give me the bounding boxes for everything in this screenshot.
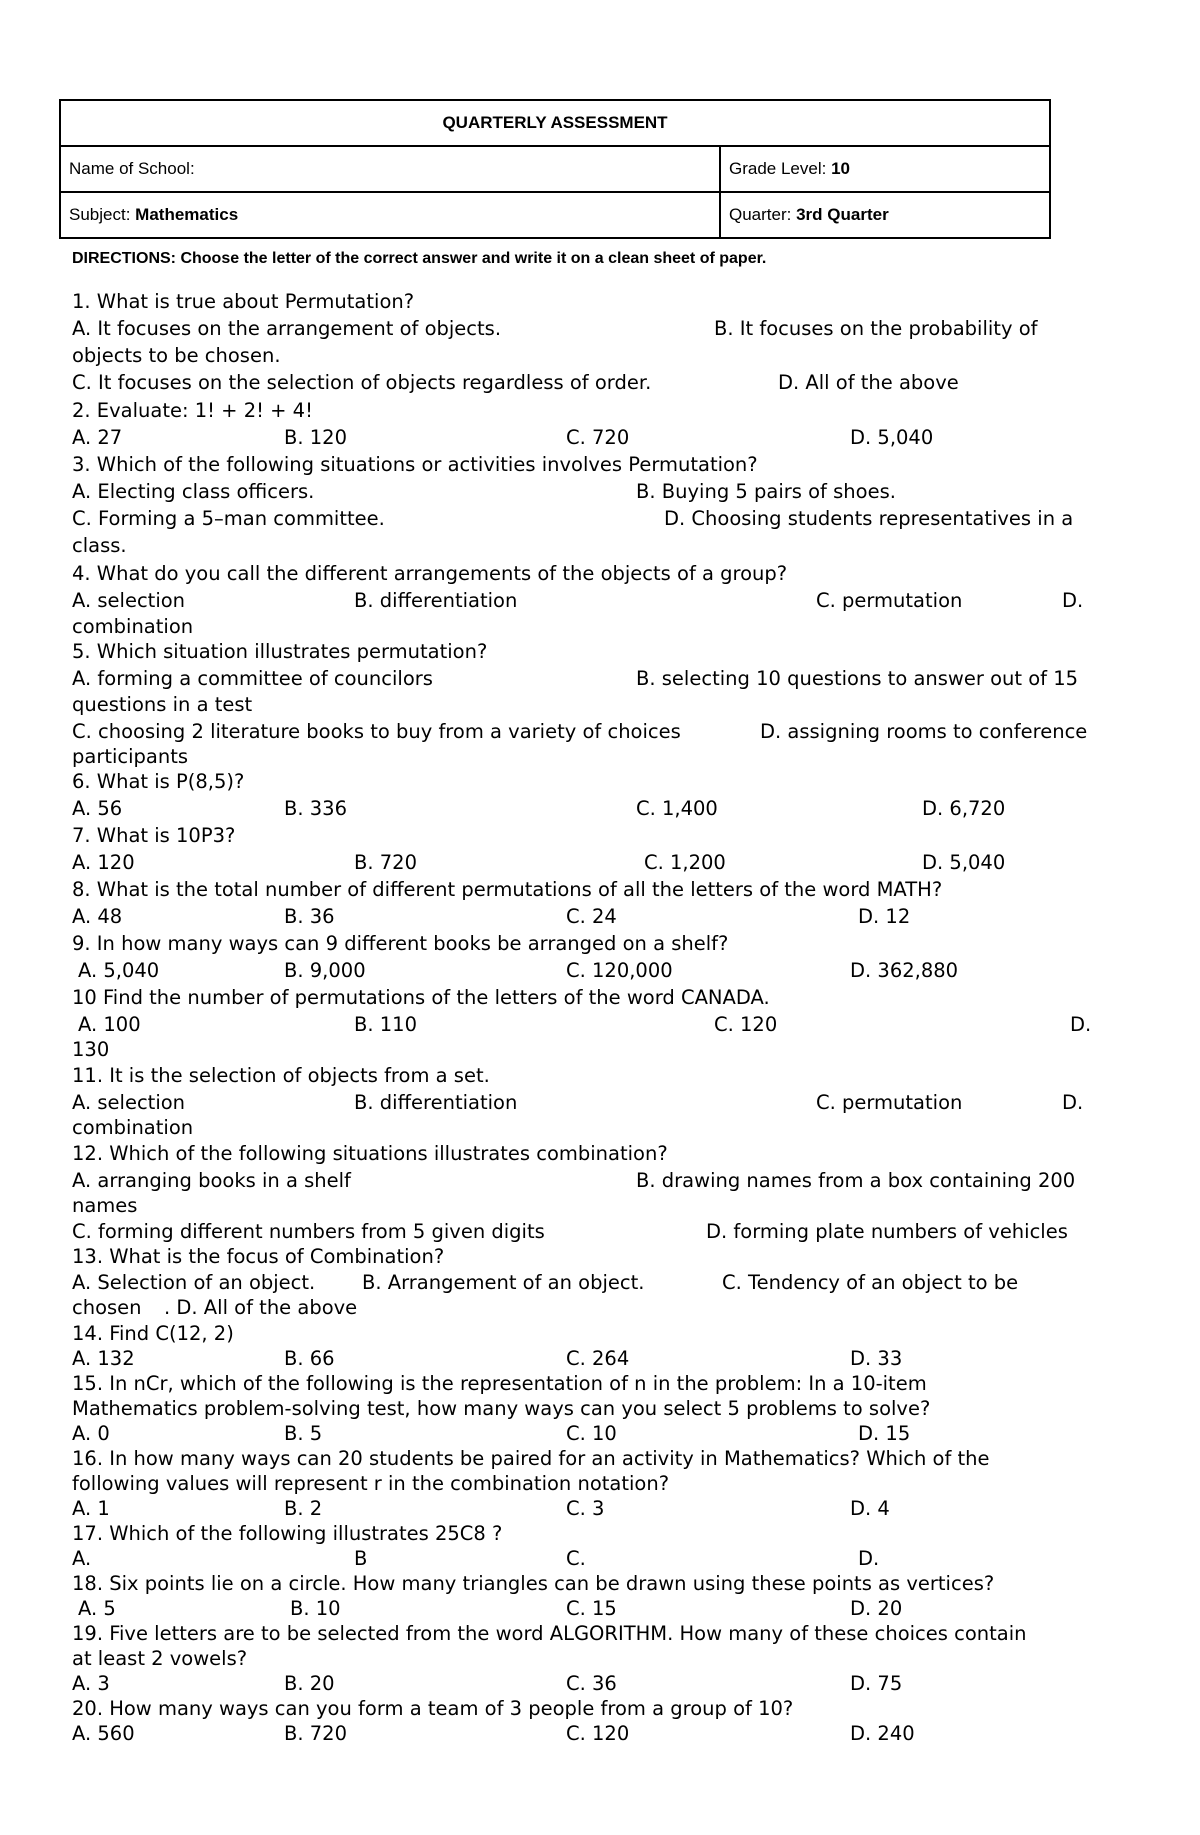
q11-option-d: D.: [1062, 1091, 1084, 1114]
q5-option-b-cont: questions in a test: [72, 693, 253, 716]
q11-option-a: A. selection: [72, 1091, 186, 1114]
q1-option-b-cont: objects to be chosen.: [72, 344, 281, 367]
q12-option-b: B. drawing names from a box containing 200: [636, 1169, 1076, 1192]
q3-option-a: A. Electing class officers.: [72, 480, 315, 503]
q18-option-a: A. 5: [78, 1597, 116, 1620]
q15-option-a: A. 0: [72, 1422, 110, 1445]
question-11: 11. It is the selection of objects from a set.: [72, 1064, 490, 1087]
q14-option-a: A. 132: [72, 1347, 135, 1370]
q19-option-d: D. 75: [850, 1672, 903, 1695]
q19-option-a: A. 3: [72, 1672, 110, 1695]
q13-option-c-cont: chosen: [72, 1296, 142, 1319]
q20-option-c: C. 120: [566, 1722, 630, 1745]
question-12: 12. Which of the following situations illustrates combination?: [72, 1142, 668, 1165]
q3-option-d: D. Choosing students representatives in a: [664, 507, 1074, 530]
q4-option-d: D.: [1062, 589, 1084, 612]
question-3: 3. Which of the following situations or activities involves Permutation?: [72, 453, 758, 476]
subject-label: Subject:: [69, 205, 131, 224]
q10-option-d: D.: [1070, 1013, 1092, 1036]
q18-option-b: B. 10: [290, 1597, 341, 1620]
directions-label: DIRECTIONS:: [72, 250, 176, 267]
q10-option-b: B. 110: [354, 1013, 417, 1036]
question-6: 6. What is P(8,5)?: [72, 770, 245, 793]
q8-option-c: C. 24: [566, 905, 617, 928]
question-7: 7. What is 10P3?: [72, 824, 236, 847]
q13-option-b: B. Arrangement of an object.: [362, 1271, 645, 1294]
q4-option-c: C. permutation: [816, 589, 963, 612]
q2-option-b: B. 120: [284, 426, 347, 449]
q13-option-d: . D. All of the above: [164, 1296, 358, 1319]
question-13: 13. What is the focus of Combination?: [72, 1245, 445, 1268]
question-1: 1. What is true about Permutation?: [72, 290, 415, 313]
grade-value: 10: [831, 159, 850, 178]
q14-option-c: C. 264: [566, 1347, 630, 1370]
q17-option-c: C.: [566, 1547, 586, 1570]
q19-option-b: B. 20: [284, 1672, 335, 1695]
q9-option-b: B. 9,000: [284, 959, 366, 982]
q18-option-d: D. 20: [850, 1597, 903, 1620]
q16-option-c: C. 3: [566, 1497, 605, 1520]
school-label: Name of School:: [69, 159, 195, 178]
grade-label: Grade Level:: [729, 159, 827, 178]
q13-option-a: A. Selection of an object.: [72, 1271, 316, 1294]
q1-option-b: B. It focuses on the probability of: [714, 317, 1038, 340]
q4-option-d-cont: combination: [72, 615, 194, 638]
question-17: 17. Which of the following illustrates 25C8 ?: [72, 1522, 503, 1545]
q14-option-d: D. 33: [850, 1347, 903, 1370]
q15-option-c: C. 10: [566, 1422, 617, 1445]
question-8: 8. What is the total number of different permutations of all the letters of the word MATH?: [72, 878, 943, 901]
quarter-label: Quarter:: [729, 205, 792, 224]
q8-option-d: D. 12: [858, 905, 911, 928]
school-cell: [60, 146, 720, 192]
q20-option-b: B. 720: [284, 1722, 347, 1745]
quarter-value: 3rd Quarter: [796, 205, 889, 224]
q17-option-d: D.: [858, 1547, 880, 1570]
q10-option-c: C. 120: [714, 1013, 778, 1036]
q16-option-a: A. 1: [72, 1497, 110, 1520]
q5-option-c: C. choosing 2 literature books to buy from a variety of choices: [72, 720, 681, 743]
q11-option-b: B. differentiation: [354, 1091, 518, 1114]
q7-option-c: C. 1,200: [644, 851, 726, 874]
q9-option-d: D. 362,880: [850, 959, 959, 982]
q6-option-d: D. 6,720: [922, 797, 1006, 820]
question-2: 2. Evaluate: 1! + 2! + 4!: [72, 399, 313, 422]
q20-option-d: D. 240: [850, 1722, 915, 1745]
q3-option-d-cont: class.: [72, 534, 127, 557]
q19-option-c: C. 36: [566, 1672, 617, 1695]
q8-option-a: A. 48: [72, 905, 123, 928]
question-9: 9. In how many ways can 9 different books be arranged on a shelf?: [72, 932, 729, 955]
assessment-header-table: [59, 99, 1051, 239]
q5-option-a: A. forming a committee of councilors: [72, 667, 433, 690]
q14-option-b: B. 66: [284, 1347, 335, 1370]
q2-option-c: C. 720: [566, 426, 630, 449]
q2-option-d: D. 5,040: [850, 426, 934, 449]
question-15-cont: Mathematics problem-solving test, how many ways can you select 5 problems to solve?: [72, 1397, 931, 1420]
q18-option-c: C. 15: [566, 1597, 617, 1620]
q1-option-c: C. It focuses on the selection of objects regardless of order.: [72, 371, 652, 394]
q11-option-c: C. permutation: [816, 1091, 963, 1114]
q10-option-d-cont: 130: [72, 1038, 110, 1061]
q2-option-a: A. 27: [72, 426, 123, 449]
grade-cell: [720, 146, 1050, 192]
q10-option-a: A. 100: [78, 1013, 141, 1036]
quarter-cell: [720, 192, 1050, 238]
q13-option-c: C. Tendency of an object to be: [722, 1271, 1019, 1294]
q5-option-b: B. selecting 10 questions to answer out of 15: [636, 667, 1079, 690]
q9-option-a: A. 5,040: [78, 959, 160, 982]
q3-option-c: C. Forming a 5–man committee.: [72, 507, 385, 530]
q1-option-d: D. All of the above: [778, 371, 959, 394]
q12-option-b-cont: names: [72, 1194, 138, 1217]
q1-option-a: A. It focuses on the arrangement of objects.: [72, 317, 502, 340]
q4-option-b: B. differentiation: [354, 589, 518, 612]
question-15: 15. In nCr, which of the following is the representation of n in the problem: In a 10-item: [72, 1372, 927, 1395]
question-16: 16. In how many ways can 20 students be paired for an activity in Mathematics? Which of the: [72, 1447, 990, 1470]
subject-cell: [60, 192, 720, 238]
q15-option-b: B. 5: [284, 1422, 323, 1445]
question-19-cont: at least 2 vowels?: [72, 1647, 248, 1670]
q6-option-c: C. 1,400: [636, 797, 718, 820]
question-10: 10 Find the number of permutations of the letters of the word CANADA.: [72, 986, 770, 1009]
q8-option-b: B. 36: [284, 905, 335, 928]
question-5: 5. Which situation illustrates permutation?: [72, 640, 488, 663]
q12-option-a: A. arranging books in a shelf: [72, 1169, 351, 1192]
q12-option-d: D. forming plate numbers of vehicles: [706, 1220, 1068, 1243]
question-18: 18. Six points lie on a circle. How many triangles can be drawn using these points as vertices?: [72, 1572, 995, 1595]
q7-option-a: A. 120: [72, 851, 135, 874]
q7-option-d: D. 5,040: [922, 851, 1006, 874]
q11-option-d-cont: combination: [72, 1116, 194, 1139]
q20-option-a: A. 560: [72, 1722, 135, 1745]
directions-text: Choose the letter of the correct answer and write it on a clean sheet of paper.: [180, 250, 767, 267]
q7-option-b: B. 720: [354, 851, 417, 874]
q5-option-d-cont: participants: [72, 745, 189, 768]
directions: [72, 250, 1112, 268]
q9-option-c: C. 120,000: [566, 959, 673, 982]
q4-option-a: A. selection: [72, 589, 186, 612]
assessment-title: QUARTERLY ASSESSMENT: [60, 100, 1050, 146]
question-19: 19. Five letters are to be selected from the word ALGORITHM. How many of these choices contain: [72, 1622, 1027, 1645]
question-16-cont: following values will represent r in the combination notation?: [72, 1472, 670, 1495]
subject-value: Mathematics: [135, 205, 239, 224]
q15-option-d: D. 15: [858, 1422, 911, 1445]
q6-option-b: B. 336: [284, 797, 347, 820]
question-20: 20. How many ways can you form a team of 3 people from a group of 10?: [72, 1697, 794, 1720]
q16-option-d: D. 4: [850, 1497, 890, 1520]
q6-option-a: A. 56: [72, 797, 123, 820]
question-14: 14. Find C(12, 2): [72, 1322, 234, 1345]
q5-option-d: D. assigning rooms to conference: [760, 720, 1088, 743]
q16-option-b: B. 2: [284, 1497, 323, 1520]
q3-option-b: B. Buying 5 pairs of shoes.: [636, 480, 896, 503]
q17-option-b: B: [354, 1547, 368, 1570]
q12-option-c: C. forming different numbers from 5 given digits: [72, 1220, 545, 1243]
question-4: 4. What do you call the different arrangements of the objects of a group?: [72, 562, 788, 585]
q17-option-a: A.: [72, 1547, 92, 1570]
